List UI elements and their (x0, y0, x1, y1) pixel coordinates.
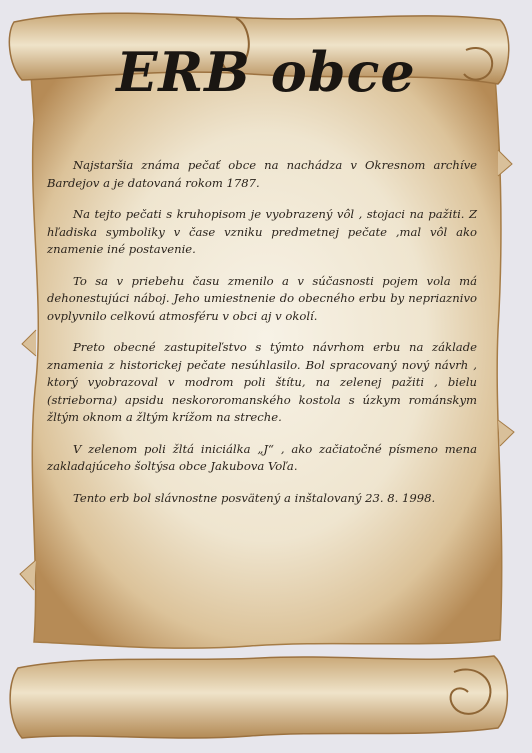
paragraph: V zelenom poli žltá iniciálka „J“ , ako začiatočné písmeno mena zakladajúceho šoltýsa obce Jakubova Voľa. (47, 441, 477, 473)
document-body (47, 157, 477, 521)
paragraph: To sa v priebehu času zmenilo a v súčasnosti pojem vola má dehonestujúci náboj. Jeho umiestnenie do obecného erbu by nepriaznivo ovplyvnilo celkovú atmosféru v obci aj v okolí. (47, 273, 477, 323)
scroll-bottom-roll (10, 656, 507, 738)
paragraph: Najstaršia známa pečať obce na nachádza v Okresnom archíve Bardejov a je datovaná rokom 1787. (47, 158, 477, 190)
paragraph: Tento erb bol slávnostne posvätený a inštalovaný 23. 8. 1998. (73, 490, 436, 505)
document-title: ERB obce (116, 40, 416, 104)
paragraph: Na tejto pečati s kruhopisom je vyobrazený vôl , stojaci na pažiti. Z hľadiska symboliky v čase vzniku predmetnej pečate ,mal vôl ako znamenie iné postavenie. (47, 207, 477, 256)
paragraph: Preto obecné zastupiteľstvo s týmto návrhom erbu na základe znamenia z historickej pečate nesúhlasilo. Bol spracovaný nový návrh , ktorý vyobrazoval v modrom poli štítu, na zelenej pažiti , bielu (strieborna) apsidu neskororomanského kostola s úzkym románskym žltým oknom a žltým krížom na streche. (47, 340, 477, 424)
